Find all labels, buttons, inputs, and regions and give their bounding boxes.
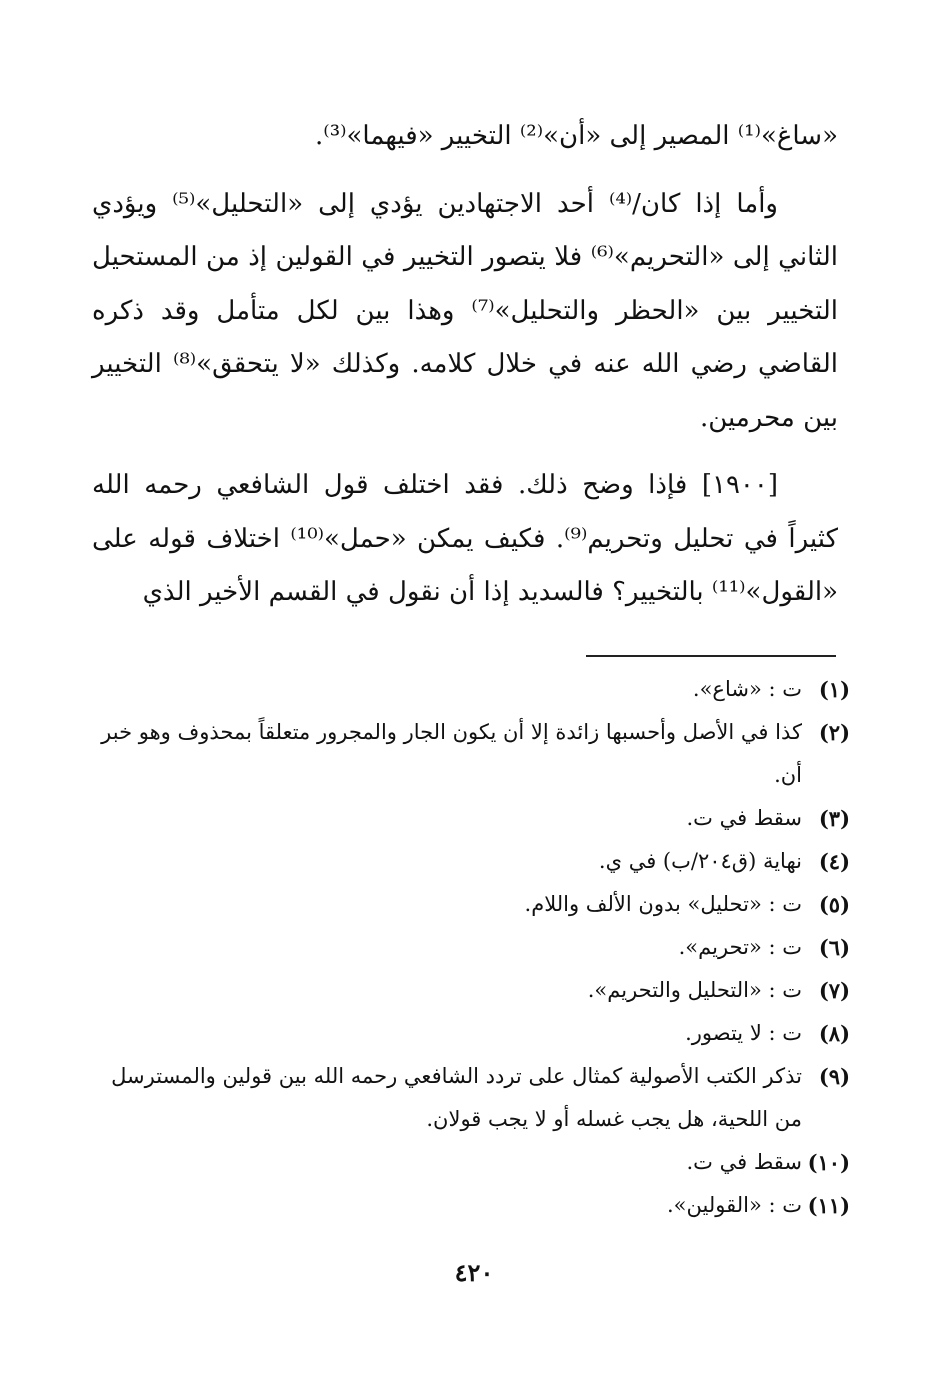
footnote-text: سقط في ت. — [686, 806, 802, 830]
footnote-text: ت : «التحليل والتحريم». — [587, 978, 802, 1002]
footnote-number: (٥) — [818, 892, 850, 917]
footnote-text: ت : «شاع». — [692, 677, 802, 701]
footnote-text: ت : لا يتصور. — [685, 1021, 802, 1045]
paragraph-2: وأما إذا كان/⁽⁴⁾ أحد الاجتهادين يؤدي إلى «التحليل»⁽⁵⁾ ويؤدي الثاني إلى «التحريم»⁽⁶⁾ فلا يتصور التخيير في القولين إذ من المستحيل التخيير بين «الحظر والتحليل»⁽⁷⁾ وهذا بين لكل متأمل وقد ذكره القاضي رضي الله عنه في خلال كلامه. وكذلك «لا يتحقق»⁽⁸⁾ التخيير بين محرمين. — [92, 188, 839, 433]
paragraph-1: «ساغ»⁽¹⁾ المصير إلى «أن»⁽²⁾ التخيير «فيهما»⁽³⁾. — [315, 121, 838, 151]
footnote-number: (٢) — [818, 720, 850, 745]
footnote-item — [100, 668, 850, 711]
footnotes — [100, 668, 850, 1227]
footnote-text: كذا في الأصل وأحسبها زائدة إلا أن يكون الجار والمجرور متعلقاً بمحذوف وهو خبر أن. — [101, 720, 802, 787]
footnote-text: ت : «تحريم». — [678, 935, 802, 959]
page-number: ٤٢٠ — [454, 1258, 494, 1287]
footnote-number: (١) — [818, 677, 850, 702]
footnote-item — [100, 1141, 850, 1184]
footnote-separator — [586, 655, 836, 657]
footnote-item — [100, 1012, 850, 1055]
footnote-number: (٩) — [818, 1064, 850, 1089]
footnote-item — [100, 883, 850, 926]
footnote-text: ت : «القولين». — [667, 1193, 802, 1217]
paragraph-3: [١٩٠٠] فإذا وضح ذلك. فقد اختلف قول الشافعي رحمه الله كثيراً في تحليل وتحريم⁽⁹⁾. فكيف يمكن «حمل»⁽¹⁰⁾ اختلاف قوله على «القول»⁽¹¹⁾ بالتخيير؟ فالسديد إذا أن نقول في القسم الأخير الذي — [92, 470, 838, 607]
footnote-item — [100, 926, 850, 969]
footnote-number: (١٠) — [807, 1150, 850, 1175]
footnote-item — [100, 1184, 850, 1227]
footnote-number: (٨) — [818, 1021, 850, 1046]
footnote-item — [100, 711, 850, 797]
footnote-item — [100, 1055, 850, 1141]
footnote-text: ت : «تحليل» بدون الألف واللام. — [524, 892, 802, 916]
footnote-item — [100, 840, 850, 883]
footnote-text: سقط في ت. — [686, 1150, 802, 1174]
footnote-number: (٧) — [818, 978, 850, 1003]
footnote-item — [100, 969, 850, 1012]
footnote-number: (١١) — [807, 1193, 850, 1218]
footnote-text: تذكر الكتب الأصولية كمثال على تردد الشافعي رحمه الله بين قولين والمسترسل من اللحية، هل يجب غسله أو لا يجب قولان. — [111, 1064, 802, 1131]
footnote-number: (٣) — [818, 806, 850, 831]
footnote-number: (٦) — [818, 935, 850, 960]
footnote-number: (٤) — [818, 849, 850, 874]
main-text — [92, 110, 838, 620]
footnote-text: نهاية (ق٢٠٤/ب) في ي. — [598, 849, 802, 873]
footnote-item — [100, 797, 850, 840]
